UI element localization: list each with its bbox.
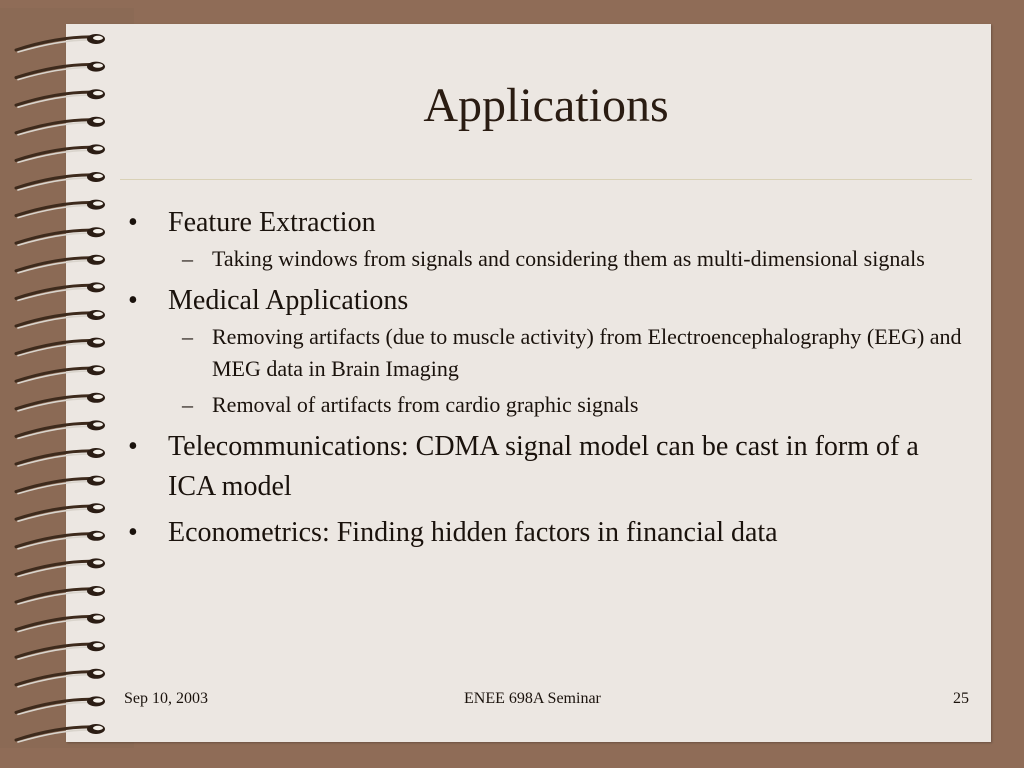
spiral-ring-icon bbox=[16, 62, 105, 80]
dash-icon: – bbox=[182, 324, 193, 349]
spiral-ring-icon bbox=[16, 34, 105, 52]
bullet-icon: • bbox=[128, 285, 138, 316]
spiral-ring-icon bbox=[16, 641, 105, 659]
sub-bullet-text: Taking windows from signals and considering them as multi-dimensional signals bbox=[212, 246, 925, 271]
bullet-icon: • bbox=[128, 207, 138, 238]
bullet-icon: • bbox=[128, 431, 138, 462]
spiral-ring-icon bbox=[16, 503, 105, 521]
sub-bullet bbox=[128, 243, 968, 275]
sub-bullet bbox=[128, 389, 968, 421]
spiral-ring-icon bbox=[16, 255, 105, 273]
spiral-ring-icon bbox=[16, 393, 105, 411]
bullet-medical-applications bbox=[128, 281, 968, 321]
footer-date: Sep 10, 2003 bbox=[124, 690, 208, 707]
spiral-ring-icon bbox=[16, 227, 105, 245]
bullet-text: Telecommunications: CDMA signal model can be cast in form of a ICA model bbox=[168, 431, 919, 502]
spiral-ring-icon bbox=[16, 420, 105, 438]
spiral-ring-icon bbox=[16, 172, 105, 190]
bullet-text: Medical Applications bbox=[168, 285, 409, 316]
slide-content bbox=[128, 203, 968, 553]
spiral-ring-icon bbox=[16, 310, 105, 328]
bullet-econometrics bbox=[128, 513, 968, 553]
spiral-ring-icon bbox=[16, 365, 105, 383]
spiral-ring-icon bbox=[16, 669, 105, 687]
bullet-text: Feature Extraction bbox=[168, 207, 376, 238]
dash-icon: – bbox=[182, 392, 193, 417]
bullet-feature-extraction bbox=[128, 203, 968, 243]
spiral-ring-icon bbox=[16, 282, 105, 300]
title-divider bbox=[120, 179, 972, 180]
spiral-ring-icon bbox=[16, 696, 105, 714]
spiral-ring-icon bbox=[16, 200, 105, 218]
spiral-ring-icon bbox=[16, 144, 105, 162]
spiral-ring-icon bbox=[16, 586, 105, 604]
sub-bullet-text: Removing artifacts (due to muscle activity) from Electroencephalography (EEG) and MEG data in Brain Imaging bbox=[212, 324, 962, 381]
spiral-ring-icon bbox=[16, 448, 105, 466]
bullet-icon: • bbox=[128, 517, 138, 548]
slide-title: Applications bbox=[423, 79, 669, 132]
spiral-ring-icon bbox=[16, 531, 105, 549]
spiral-ring-icon bbox=[16, 476, 105, 494]
footer-title: ENEE 698A Seminar bbox=[464, 690, 601, 707]
dash-icon: – bbox=[182, 246, 193, 271]
spiral-ring-icon bbox=[16, 724, 105, 742]
sub-bullet-text: Removal of artifacts from cardio graphic signals bbox=[212, 392, 639, 417]
bullet-telecommunications bbox=[128, 427, 968, 507]
slide-number: 25 bbox=[953, 690, 969, 707]
bullet-text: Econometrics: Finding hidden factors in financial data bbox=[168, 517, 778, 548]
spiral-ring-icon bbox=[16, 558, 105, 576]
spiral-ring-icon bbox=[16, 614, 105, 632]
sub-bullet bbox=[128, 321, 968, 385]
spiral-ring-icon bbox=[16, 338, 105, 356]
